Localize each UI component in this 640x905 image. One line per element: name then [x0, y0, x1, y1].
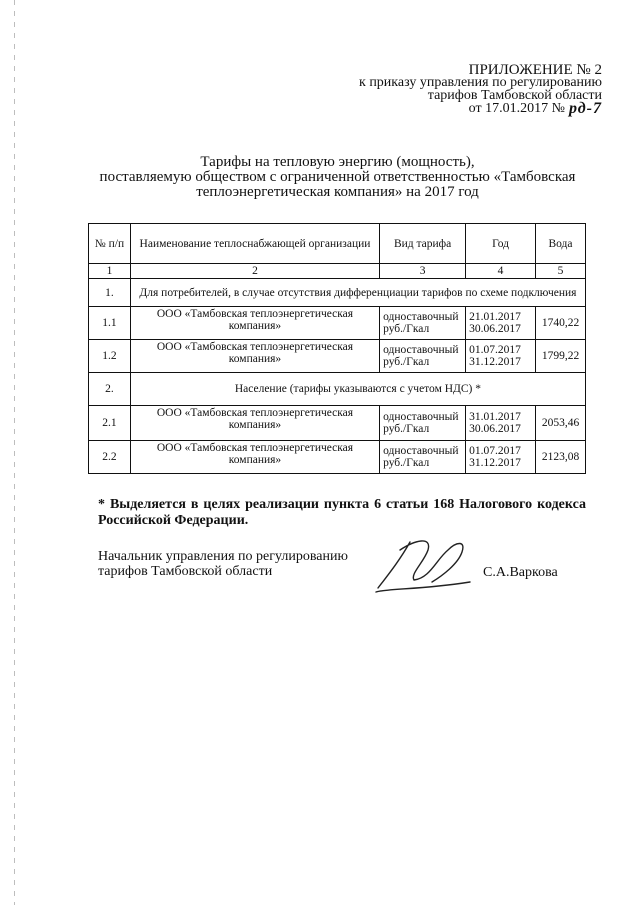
col-number: 4 — [466, 264, 536, 279]
row-value: 1740,22 — [536, 307, 586, 340]
period-to: 31.12.2017 — [469, 457, 521, 469]
position-line-1: Начальник управления по регулированию — [98, 549, 348, 564]
section-label: Для потребителей, в случае отсутствия дифференциации тарифов по схеме подключения — [130, 279, 585, 307]
period-from: 21.01.2017 — [469, 311, 521, 323]
row-tariff-type: одноставочный руб./Гкал — [380, 340, 466, 373]
header-tariff-type: Вид тарифа — [380, 224, 466, 264]
row-tariff-type: одноставочный руб./Гкал — [380, 441, 466, 474]
row-num: 2.2 — [89, 441, 131, 474]
position-line-2: тарифов Тамбовской области — [98, 564, 273, 579]
row-period — [466, 441, 536, 474]
period-from: 01.07.2017 — [469, 445, 521, 457]
column-number-row — [89, 264, 586, 279]
signatory-name: С.А.Варкова — [483, 565, 558, 580]
document-title — [60, 155, 615, 200]
row-num: 2.1 — [89, 406, 131, 441]
row-value: 2053,46 — [536, 406, 586, 441]
section-num: 2. — [89, 373, 131, 406]
table-row — [89, 406, 586, 441]
section-row — [89, 373, 586, 406]
header-num: № п/п — [89, 224, 131, 264]
footnote: * Выделяется в целях реализации пункта 6 статьи 168 Налогового кодекса Российской Федерации. — [98, 497, 586, 528]
period-to: 30.06.2017 — [469, 423, 521, 435]
row-tariff-type: одноставочный руб./Гкал — [380, 307, 466, 340]
row-value: 2123,08 — [536, 441, 586, 474]
section-row — [89, 279, 586, 307]
col-number: 3 — [380, 264, 466, 279]
section-label: Население (тарифы указываются с учетом НДС) * — [130, 373, 585, 406]
row-period — [466, 406, 536, 441]
row-org: ООО «Тамбовская теплоэнергетическая компания» — [130, 406, 379, 441]
col-number: 1 — [89, 264, 131, 279]
title-line-2: поставляемую обществом с ограниченной ответственностью «Тамбовская — [99, 169, 576, 185]
scan-edge-marks — [14, 0, 15, 905]
annex-title: ПРИЛОЖЕНИЕ № 2 — [468, 62, 602, 78]
row-period — [466, 307, 536, 340]
period-from: 01.07.2017 — [469, 344, 521, 356]
period-to: 30.06.2017 — [469, 323, 521, 335]
table-header-row — [89, 224, 586, 264]
signatory-position — [98, 549, 348, 579]
order-number-handwritten: рд-7 — [568, 100, 602, 117]
tariff-table — [88, 223, 586, 474]
period-from: 31.01.2017 — [469, 411, 521, 423]
title-line-1: Тарифы на тепловую энергию (мощность), — [200, 154, 475, 170]
row-period — [466, 340, 536, 373]
row-tariff-type: одноставочный руб./Гкал — [380, 406, 466, 441]
row-org: ООО «Тамбовская теплоэнергетическая компания» — [130, 340, 379, 373]
annex-authority-line: тарифов Тамбовской области — [427, 88, 602, 103]
annex-order-line: к приказу управления по регулированию — [359, 75, 602, 90]
header-water: Вода — [536, 224, 586, 264]
col-number: 2 — [130, 264, 379, 279]
row-num: 1.1 — [89, 307, 131, 340]
title-line-3: теплоэнергетическая компания» на 2017 год — [196, 184, 479, 200]
handwritten-signature — [370, 530, 480, 600]
table-row — [89, 340, 586, 373]
header-org: Наименование теплоснабжающей организации — [130, 224, 379, 264]
section-num: 1. — [89, 279, 131, 307]
row-org: ООО «Тамбовская теплоэнергетическая компания» — [130, 307, 379, 340]
table-row — [89, 307, 586, 340]
row-value: 1799,22 — [536, 340, 586, 373]
period-to: 31.12.2017 — [469, 356, 521, 368]
order-date: от 17.01.2017 № — [468, 101, 565, 116]
row-num: 1.2 — [89, 340, 131, 373]
header-year: Год — [466, 224, 536, 264]
table-row — [89, 441, 586, 474]
col-number: 5 — [536, 264, 586, 279]
row-org: ООО «Тамбовская теплоэнергетическая компания» — [130, 441, 379, 474]
annex-date-line — [469, 102, 602, 116]
